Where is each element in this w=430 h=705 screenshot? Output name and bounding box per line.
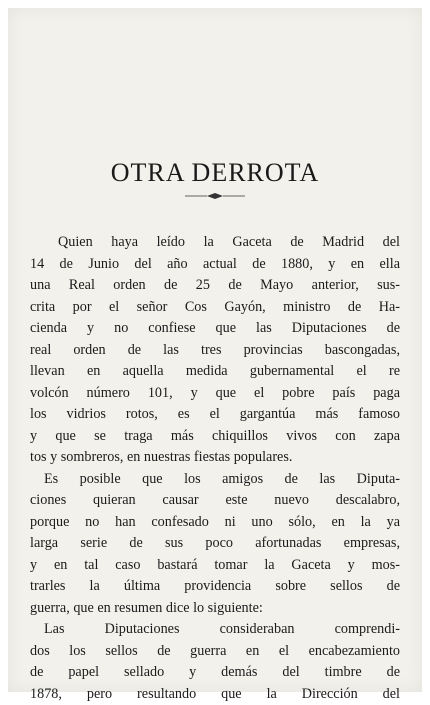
text-line: ciones quieran causar este nuevo descalabro,: [30, 490, 400, 512]
text-line: los vidrios rotos, es el gargantúa más famoso: [30, 404, 400, 426]
text-line: y en tal caso bastará tomar la Gaceta y mos-: [30, 555, 400, 577]
text-line: porque no han confesado ni uno sólo, en la ya: [30, 512, 400, 534]
text-line: real orden de las tres provincias bascongadas,: [30, 340, 400, 362]
text-line: de papel sellado y demás del timbre de: [30, 662, 400, 684]
text-line: 1878, pero resultando que la Dirección del: [30, 684, 400, 705]
text-line: tos y sombreros, en nuestras fiestas populares.: [30, 447, 400, 469]
text-line: Las Diputaciones consideraban comprendi-: [30, 619, 400, 641]
chapter-title: OTRA DERROTA: [0, 158, 430, 188]
text-line: volcón número 101, y que el pobre país paga: [30, 383, 400, 405]
body-text: [30, 232, 400, 705]
text-line: una Real orden de 25 de Mayo anterior, sus-: [30, 275, 400, 297]
text-line: llevan en aquella medida gubernamental el re: [30, 361, 400, 383]
text-line: trarles la última providencia sobre sellos de: [30, 576, 400, 598]
text-line: guerra, que en resumen dice lo siguiente:: [30, 598, 400, 620]
text-line: Es posible que los amigos de las Diputa-: [30, 469, 400, 491]
text-line: 14 de Junio del año actual de 1880, y en ella: [30, 254, 400, 276]
text-line: cienda y no confiese que las Diputaciones de: [30, 318, 400, 340]
title-ornament: [185, 191, 245, 201]
text-line: dos los sellos de guerra en el encabezamiento: [30, 641, 400, 663]
text-line: crita por el señor Cos Gayón, ministro de Ha-: [30, 297, 400, 319]
text-line: larga serie de sus poco afortunadas empresas,: [30, 533, 400, 555]
text-line: Quien haya leído la Gaceta de Madrid del: [30, 232, 400, 254]
text-line: y que se traga más chiquillos vivos con zapa: [30, 426, 400, 448]
